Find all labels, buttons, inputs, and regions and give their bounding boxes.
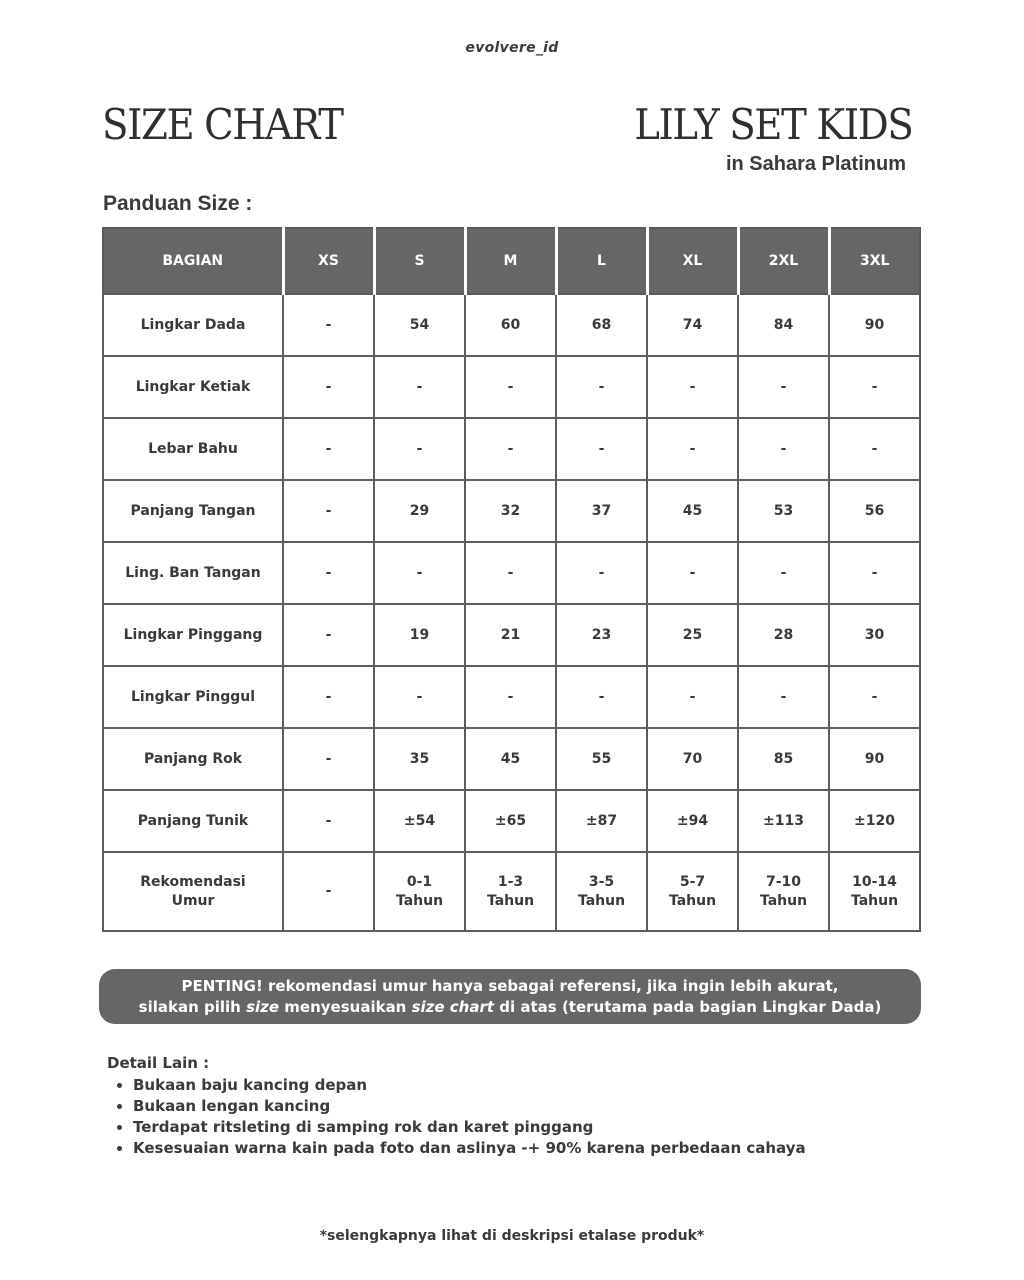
table-row [103,604,920,666]
table-cell: - [556,356,647,418]
table-cell: - [465,542,556,604]
table-cell [556,852,647,931]
table-cell: ±113 [738,790,829,852]
notice-emphasis: size [246,998,280,1016]
table-cell: 29 [374,480,465,542]
row-label: Panjang Rok [103,728,283,790]
table-cell: - [283,604,374,666]
cell-line: 10-14 [852,873,897,890]
product-subtitle: in Sahara Platinum [725,153,906,175]
row-label-line: Rekomendasi [140,873,246,890]
table-row [103,356,920,418]
table-cell: ±54 [374,790,465,852]
table-cell: - [647,542,738,604]
cell-line: 1-3 [497,873,524,890]
cell-line: Tahun [850,892,899,909]
table-cell: 84 [738,294,829,356]
cell-line: Tahun [759,892,808,909]
table-cell: 32 [465,480,556,542]
table-cell: 90 [829,294,920,356]
table-cell: - [283,418,374,480]
table-cell: 23 [556,604,647,666]
table-body [103,294,920,931]
table-cell: - [374,418,465,480]
column-header: XL [647,228,738,294]
notice-line-2 [99,997,921,1018]
table-cell: - [738,356,829,418]
table-row [103,666,920,728]
table-cell [738,852,829,931]
cell-line: 0-1 [406,873,433,890]
notice-text: silakan pilih [138,998,247,1016]
brand-name: evolvere_id [465,40,559,56]
table-cell: - [374,666,465,728]
table-cell: ±65 [465,790,556,852]
table-cell [829,852,920,931]
list-item: • Terdapat ritsleting di samping rok dan karet pinggang [133,1117,806,1138]
details-list [107,1075,806,1159]
table-cell [647,852,738,931]
important-notice [99,969,921,1024]
row-label: Panjang Tunik [103,790,283,852]
row-label: Lingkar Ketiak [103,356,283,418]
table-cell: - [738,542,829,604]
table-cell: - [647,418,738,480]
table-cell: - [556,666,647,728]
table-cell: - [647,356,738,418]
table-cell: 45 [465,728,556,790]
table-cell: - [738,666,829,728]
column-header: L [556,228,647,294]
table-cell: 85 [738,728,829,790]
table-row [103,790,920,852]
table-cell: ±120 [829,790,920,852]
table-cell: - [283,790,374,852]
table-cell: 35 [374,728,465,790]
cell-line: Tahun [395,892,444,909]
table-cell: 68 [556,294,647,356]
notice-emphasis: size chart [411,998,495,1016]
table-cell: - [465,666,556,728]
table-header-row [103,228,920,294]
table-cell: 56 [829,480,920,542]
size-table [102,227,921,932]
table-cell: 60 [465,294,556,356]
table-cell: - [374,356,465,418]
column-header: 2XL [738,228,829,294]
table-cell: 70 [647,728,738,790]
cell-line: Tahun [486,892,535,909]
table-cell: - [374,542,465,604]
notice-text: di atas (terutama pada bagian Lingkar Dada) [494,998,882,1016]
table-cell: 90 [829,728,920,790]
table-row [103,480,920,542]
row-label: Lingkar Dada [103,294,283,356]
table-cell: 74 [647,294,738,356]
details-title: Detail Lain : [107,1054,210,1072]
table-cell: 19 [374,604,465,666]
column-header: M [465,228,556,294]
cell-line: Tahun [577,892,626,909]
cell-line: 5-7 [679,873,706,890]
notice-text: menyesuaikan [279,998,412,1016]
size-guide-label: Panduan Size : [103,192,253,215]
table-cell: ±87 [556,790,647,852]
table-row [103,294,920,356]
notice-line-1: PENTING! rekomendasi umur hanya sebagai referensi, jika ingin lebih akurat, [181,977,839,995]
table-row [103,728,920,790]
list-item: • Bukaan lengan kancing [133,1096,806,1117]
footer-note: *selengkapnya lihat di deskripsi etalase produk* [319,1228,705,1244]
table-cell [465,852,556,931]
column-header: S [374,228,465,294]
table-cell: 55 [556,728,647,790]
table-cell: 28 [738,604,829,666]
table-cell: - [829,666,920,728]
page-title: SIZE CHART [102,100,343,149]
table-cell: - [556,418,647,480]
table-cell: 53 [738,480,829,542]
row-label: Lingkar Pinggul [103,666,283,728]
column-header: XS [283,228,374,294]
table-cell: - [465,356,556,418]
table-cell: 30 [829,604,920,666]
table-cell: 21 [465,604,556,666]
table-cell: - [829,418,920,480]
cell-line: 3-5 [588,873,615,890]
product-title: LILY SET KIDS [633,100,912,149]
table-cell: - [283,480,374,542]
row-label: Ling. Ban Tangan [103,542,283,604]
cell-line: 7-10 [765,873,802,890]
table-cell: - [738,418,829,480]
table-cell: 37 [556,480,647,542]
table-row [103,542,920,604]
column-header: BAGIAN [103,228,283,294]
column-header: 3XL [829,228,920,294]
table-cell: - [283,356,374,418]
cell-line: - [325,883,332,899]
table-cell [283,852,374,931]
table-cell: ±94 [647,790,738,852]
table-cell: - [283,294,374,356]
table-cell: - [556,542,647,604]
row-label: Lingkar Pinggang [103,604,283,666]
other-details [107,1054,806,1159]
table-cell: 54 [374,294,465,356]
table-cell [374,852,465,931]
table-cell: 25 [647,604,738,666]
table-cell: 45 [647,480,738,542]
row-label: Lebar Bahu [103,418,283,480]
table-row [103,418,920,480]
row-label [103,852,283,931]
table-row-age [103,852,920,931]
row-label: Panjang Tangan [103,480,283,542]
table-cell: - [283,728,374,790]
list-item: • Bukaan baju kancing depan [133,1075,806,1096]
row-label-line: Umur [171,892,215,909]
list-item: • Kesesuaian warna kain pada foto dan aslinya -+ 90% karena perbedaan cahaya [133,1138,806,1159]
table-cell: - [647,666,738,728]
table-cell: - [465,418,556,480]
cell-line: Tahun [668,892,717,909]
table-cell: - [283,542,374,604]
table-cell: - [829,356,920,418]
table-cell: - [829,542,920,604]
table-cell: - [283,666,374,728]
